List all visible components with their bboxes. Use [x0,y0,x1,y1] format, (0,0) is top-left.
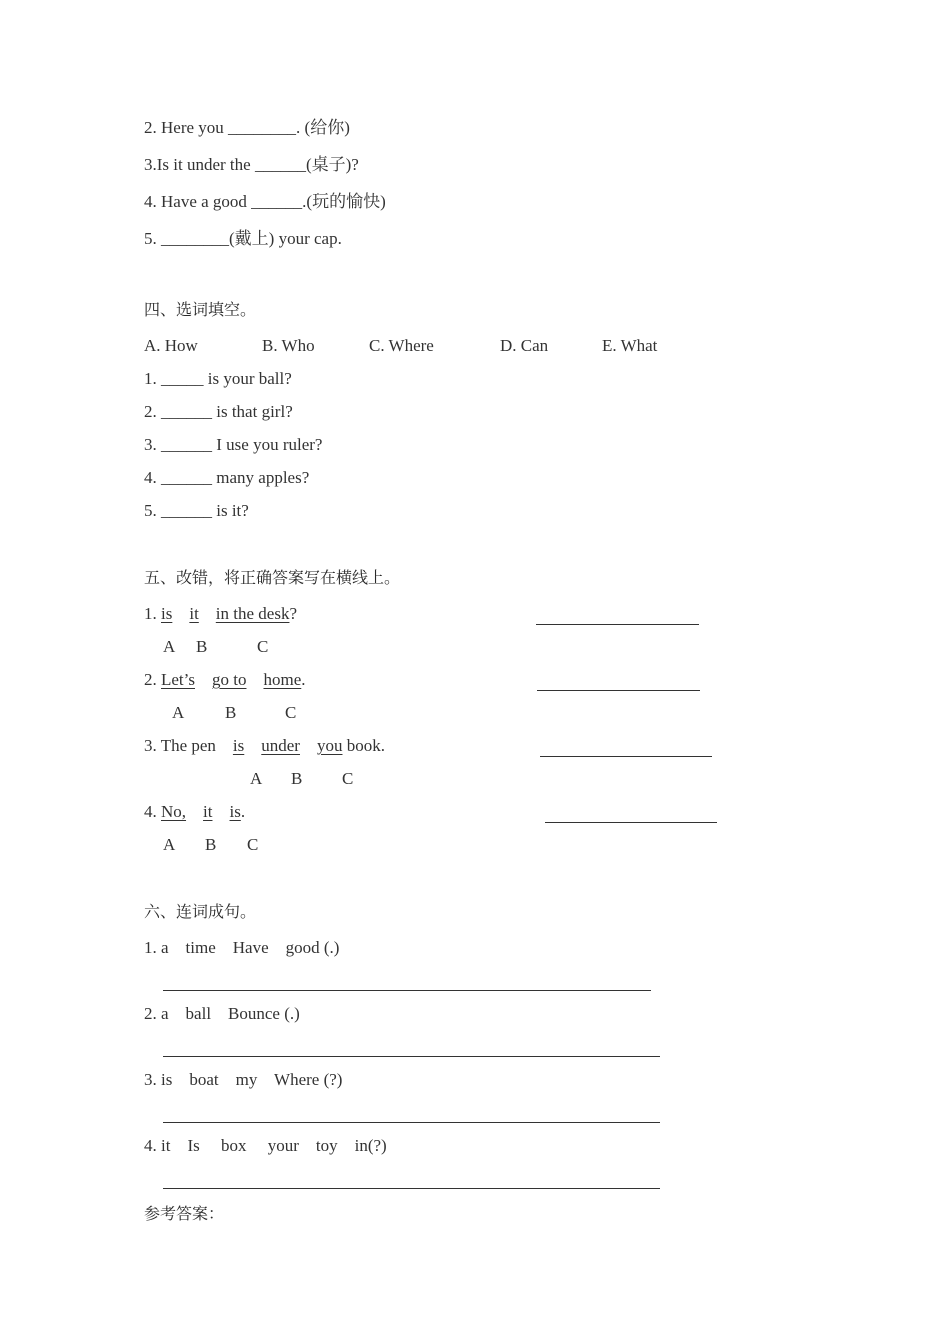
answer-line-s3[interactable] [163,1122,660,1123]
part-a: is [161,604,173,623]
sentence-item-1: 1. a time Have good (.) [144,938,340,957]
answers-heading: 参考答案： [144,1204,225,1223]
part-b: go to [212,670,247,689]
item-number: 3. The pen [144,736,216,755]
section-4-heading: 四、选词填空。 [144,300,257,319]
letter-b: B [205,835,217,854]
part-b: it [189,604,199,623]
item-end: book. [342,736,385,755]
option-d: D. Can [500,336,549,355]
item-number: 4. [144,802,161,821]
part-c: is [229,802,241,821]
choose-item-1: 1. _____ is your ball? [144,369,292,388]
letter-b: B [196,637,208,656]
correction-item-2 [144,669,306,691]
choose-item-2: 2. ______ is that girl? [144,402,293,421]
option-b: B. Who [262,336,315,355]
answer-line-s1[interactable] [163,990,651,991]
answer-line-s2[interactable] [163,1056,660,1057]
part-c: in the desk [215,604,290,623]
part-a: is [232,736,245,755]
choose-item-3: 3. ______ I use you ruler? [144,435,323,454]
part-b: it [203,802,213,821]
correction-item-3 [144,735,385,757]
sentence-item-2: 2. a ball Bounce (.) [144,1004,300,1023]
letter-a: A [163,835,176,854]
part-b: under [261,736,300,755]
choose-item-4: 4. ______ many apples? [144,468,310,487]
item-number: 1. [144,604,161,623]
answer-line-1[interactable] [536,624,699,625]
item-number: 2. [144,670,161,689]
fill-item-5: 5. ________(戴上) your cap. [144,229,342,248]
letter-b: B [291,769,303,788]
answer-line-3[interactable] [540,756,712,757]
letter-a: A [250,769,263,788]
item-end: ? [289,604,297,623]
letter-c: C [257,637,269,656]
letter-c: C [342,769,354,788]
part-a: Let’s [161,670,195,689]
sentence-item-4: 4. it Is box your toy in(?) [144,1136,387,1155]
fill-item-4: 4. Have a good ______.(玩的愉快) [144,192,386,211]
correction-item-4 [144,801,245,823]
letter-a: A [163,637,176,656]
section-6-heading: 六、连词成句。 [144,902,257,921]
option-e: E. What [602,336,658,355]
letter-c: C [285,703,297,722]
answer-line-4[interactable] [545,822,717,823]
part-c: you [316,736,343,755]
sentence-item-3: 3. is boat my Where (?) [144,1070,343,1089]
letter-c: C [247,835,259,854]
fill-item-3: 3.Is it under the ______(桌子)? [144,155,359,174]
correction-item-1 [144,603,297,625]
option-c: C. Where [369,336,434,355]
item-end: . [301,670,306,689]
option-a: A. How [144,336,198,355]
item-end: . [240,802,246,821]
answer-line-2[interactable] [537,690,700,691]
part-c: home [263,670,302,689]
section-5-heading: 五、改错，将正确答案写在横线上。 [144,568,401,587]
fill-item-2: 2. Here you ________. (给你) [144,118,350,137]
letter-a: A [172,703,185,722]
choose-item-5: 5. ______ is it? [144,501,249,520]
part-a: No, [161,802,187,821]
letter-b: B [225,703,237,722]
answer-line-s4[interactable] [163,1188,660,1189]
